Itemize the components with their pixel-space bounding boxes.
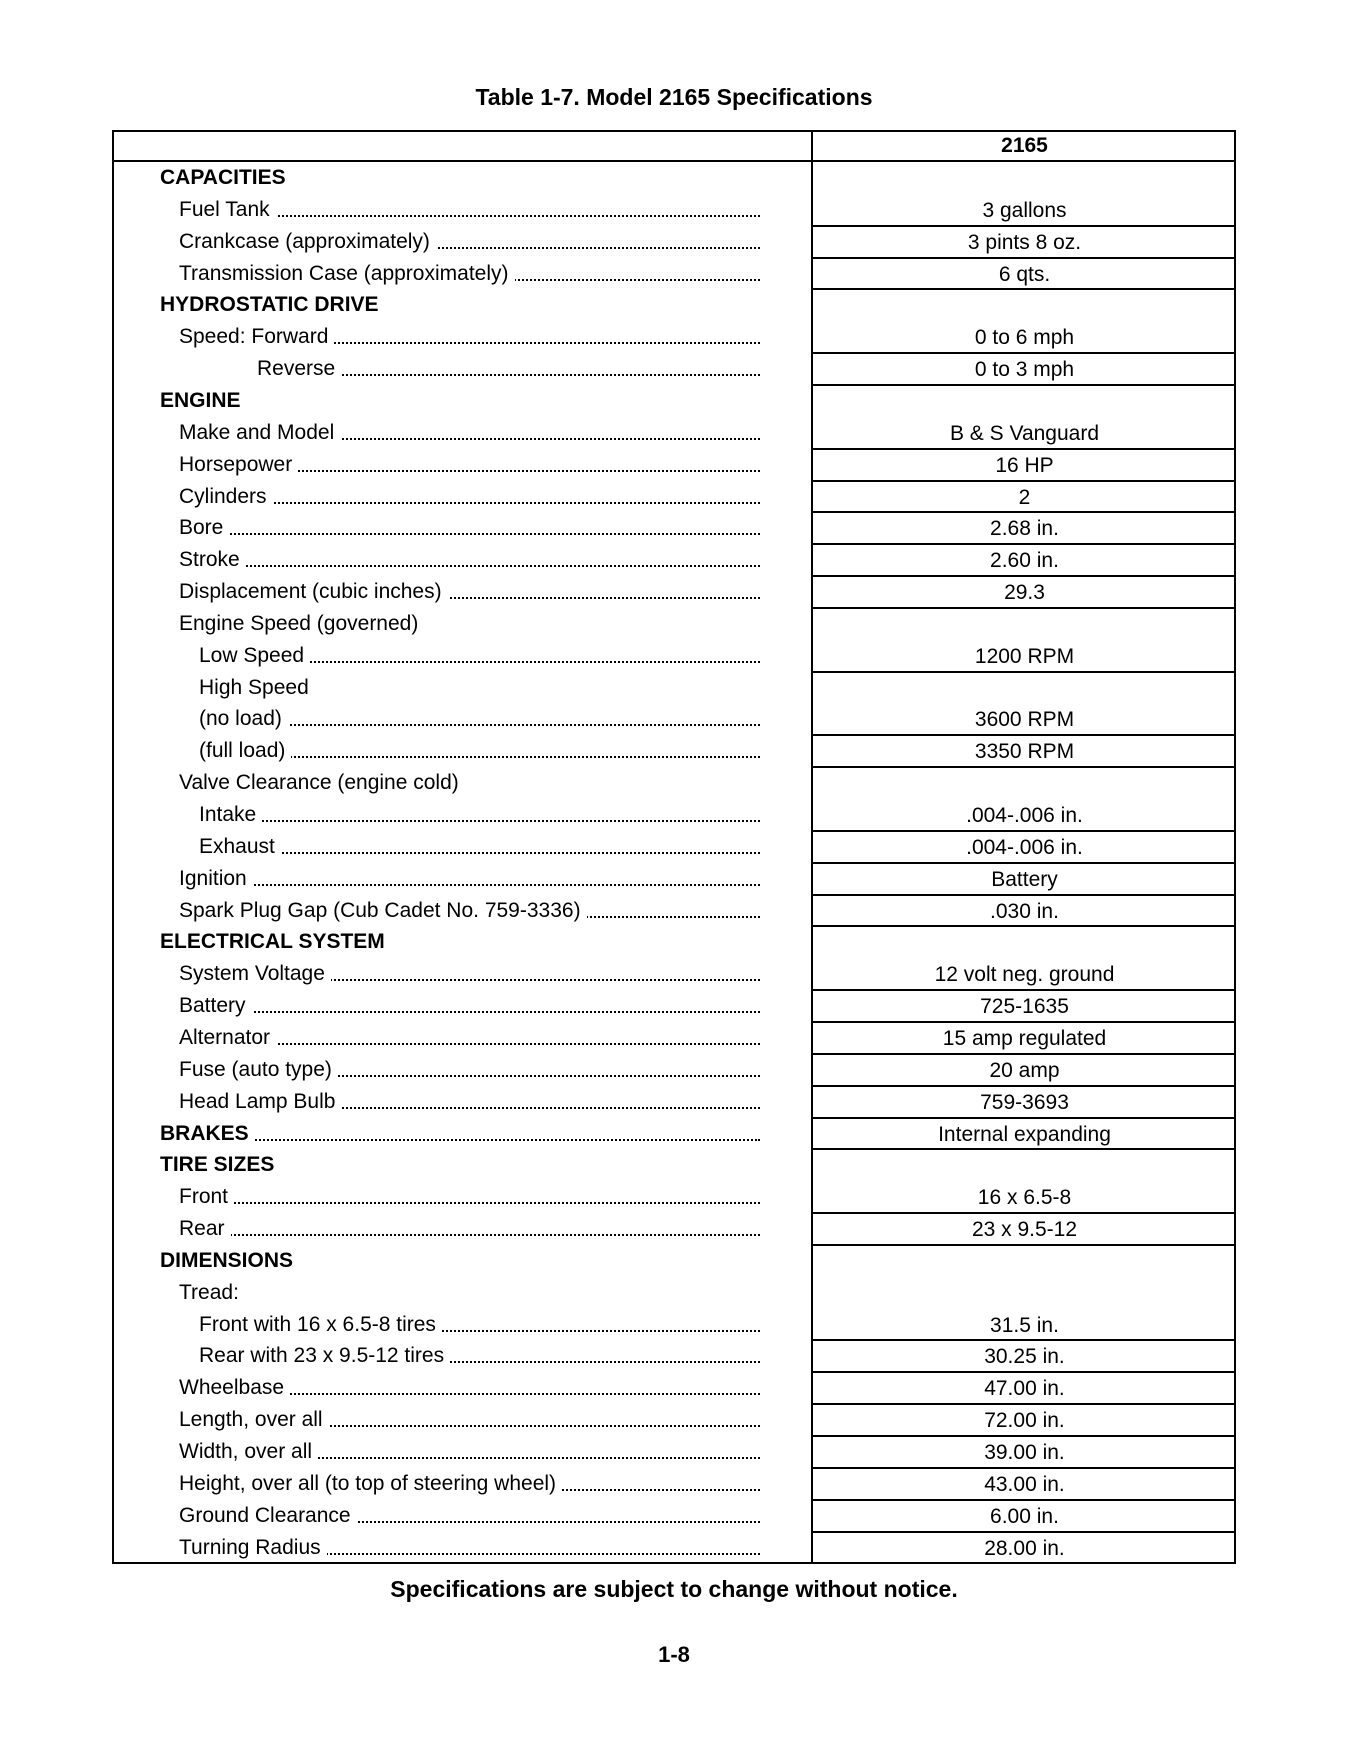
spec-label-text: Transmission Case (approximately)	[179, 262, 515, 285]
spec-label-text: BRAKES	[160, 1122, 255, 1145]
spec-label	[179, 1086, 760, 1118]
dot-leader	[179, 1234, 760, 1236]
spec-label-text: Head Lamp Bulb	[179, 1090, 341, 1113]
spec-label	[179, 449, 760, 481]
spec-label	[179, 258, 760, 290]
spec-row	[0, 576, 1361, 608]
spec-value: Internal expanding	[938, 1122, 1111, 1146]
spec-label	[199, 1309, 760, 1341]
spec-label	[179, 1213, 760, 1245]
spec-label	[179, 990, 760, 1022]
spec-label-text: Exhaust	[199, 835, 281, 858]
spec-label-text: ELECTRICAL SYSTEM	[160, 930, 391, 953]
spec-label	[179, 321, 760, 353]
spec-value: 20 amp	[989, 1058, 1060, 1082]
spec-value: 6.00 in.	[990, 1504, 1059, 1528]
spec-label-text: Tread:	[179, 1281, 245, 1304]
spec-label	[179, 608, 760, 640]
spec-row	[0, 735, 1361, 767]
spec-label-text: TIRE SIZES	[160, 1153, 280, 1176]
spec-section-row	[0, 162, 1361, 194]
spec-row	[0, 703, 1361, 735]
spec-label	[179, 481, 760, 513]
spec-row	[0, 958, 1361, 990]
spec-label	[179, 1181, 760, 1213]
section-heading	[160, 289, 760, 321]
spec-value: 3 gallons	[982, 198, 1067, 222]
spec-label-text: Intake	[199, 803, 262, 826]
spec-label-text: HYDROSTATIC DRIVE	[160, 293, 385, 316]
spec-label-text: Reverse	[257, 357, 341, 380]
spec-label	[179, 1532, 760, 1564]
spec-label	[199, 640, 760, 672]
spec-label-text: Height, over all (to top of steering wheel)	[179, 1472, 562, 1495]
spec-label-text: Rear with 23 x 9.5-12 tires	[199, 1344, 450, 1367]
spec-value: 725-1635	[980, 995, 1069, 1019]
spec-row	[0, 417, 1361, 449]
spec-row	[0, 481, 1361, 513]
spec-label	[179, 1022, 760, 1054]
spec-label-text: Valve Clearance (engine cold)	[179, 771, 465, 794]
spec-section-row	[0, 385, 1361, 417]
spec-row	[0, 1436, 1361, 1468]
spec-value: 3600 RPM	[974, 708, 1075, 732]
spec-row	[0, 449, 1361, 481]
dot-leader	[179, 1202, 760, 1204]
spec-value: 2	[1018, 485, 1031, 509]
spec-value: Battery	[991, 867, 1058, 891]
spec-label	[179, 1436, 760, 1468]
spec-label	[179, 1468, 760, 1500]
spec-label-text: Wheelbase	[179, 1376, 290, 1399]
spec-value: 28.00 in.	[984, 1536, 1065, 1560]
spec-value: 0 to 6 mph	[974, 326, 1075, 350]
spec-value: 47.00 in.	[984, 1377, 1065, 1401]
dot-leader	[179, 1011, 760, 1013]
spec-section-row	[0, 289, 1361, 321]
spec-row	[0, 608, 1361, 640]
spec-label	[257, 353, 760, 385]
spec-value: 30.25 in.	[984, 1345, 1065, 1369]
spec-value: 2.60 in.	[990, 549, 1059, 573]
spec-label-text: Front	[179, 1185, 234, 1208]
spec-value: 39.00 in.	[984, 1441, 1065, 1464]
section-heading	[160, 1245, 760, 1277]
spec-value: 29.3	[1004, 581, 1045, 605]
spec-value: 759-3693	[980, 1090, 1069, 1114]
section-heading	[160, 385, 760, 417]
spec-value: 2.68 in.	[990, 517, 1059, 541]
spec-label-text: Front with 16 x 6.5-8 tires	[199, 1313, 442, 1336]
spec-row	[0, 512, 1361, 544]
spec-label-text: Ground Clearance	[179, 1504, 357, 1527]
spec-label-text: Stroke	[179, 548, 246, 571]
dot-leader	[179, 565, 760, 567]
spec-value: 43.00 in.	[984, 1472, 1065, 1496]
spec-value: 15 amp regulated	[942, 1026, 1107, 1050]
spec-label	[179, 895, 760, 927]
spec-row	[0, 990, 1361, 1022]
section-heading	[160, 1149, 760, 1181]
spec-row	[0, 767, 1361, 799]
spec-section-row	[0, 1149, 1361, 1181]
spec-label	[179, 1500, 760, 1532]
spec-label-text: Make and Model	[179, 421, 340, 444]
spec-row	[0, 226, 1361, 258]
spec-value: .004-.006 in.	[966, 804, 1083, 827]
spec-label	[179, 1277, 760, 1309]
spec-row	[0, 863, 1361, 895]
spec-section-row	[0, 1245, 1361, 1277]
spec-row	[0, 1213, 1361, 1245]
spec-label-text: Ignition	[179, 867, 253, 890]
spec-label-text: Fuse (auto type)	[179, 1058, 338, 1081]
change-notice: Specifications are subject to change without notice.	[390, 1576, 958, 1602]
spec-row	[0, 1181, 1361, 1213]
spec-label	[179, 226, 760, 258]
spec-label	[179, 767, 760, 799]
spec-row	[0, 895, 1361, 927]
spec-label-text: Displacement (cubic inches)	[179, 580, 448, 603]
spec-label-text: Turning Radius	[179, 1536, 327, 1559]
spec-value: 16 x 6.5-8	[977, 1186, 1072, 1210]
spec-value: 0 to 3 mph	[974, 358, 1075, 382]
spec-label-text: Bore	[179, 516, 229, 539]
spec-label-text: Low Speed	[199, 644, 310, 667]
spec-row	[0, 799, 1361, 831]
spec-label-text: Width, over all	[179, 1440, 318, 1463]
spec-value: 72.00 in.	[984, 1409, 1065, 1433]
spec-label	[199, 735, 760, 767]
spec-row	[0, 831, 1361, 863]
spec-section-row	[0, 926, 1361, 958]
spec-label-text: Length, over all	[179, 1408, 329, 1431]
spec-label-text: Spark Plug Gap (Cub Cadet No. 759-3336)	[179, 899, 587, 922]
spec-value: .030 in.	[990, 899, 1059, 923]
spec-label-text: Horsepower	[179, 453, 298, 476]
spec-label-text: Cylinders	[179, 485, 273, 508]
spec-label	[199, 672, 760, 704]
spec-label-text: Fuel Tank	[179, 198, 276, 221]
spec-row	[0, 1404, 1361, 1436]
spec-row	[0, 1340, 1361, 1372]
spec-row	[0, 1309, 1361, 1341]
dot-leader	[179, 884, 760, 886]
spec-label-text: Alternator	[179, 1026, 276, 1049]
spec-row	[0, 640, 1361, 672]
spec-value: 1200 RPM	[974, 644, 1075, 668]
spec-row	[0, 1468, 1361, 1500]
spec-value: 3350 RPM	[974, 740, 1075, 764]
spec-label-text: Crankcase (approximately)	[179, 230, 436, 253]
spec-label-text: System Voltage	[179, 962, 331, 985]
spec-row	[0, 194, 1361, 226]
spec-label-text: ENGINE	[160, 389, 247, 412]
spec-row	[0, 321, 1361, 353]
spec-label-text: High Speed	[199, 676, 315, 699]
spec-label	[179, 417, 760, 449]
spec-label	[179, 863, 760, 895]
spec-row	[0, 672, 1361, 704]
page-number: 1-8	[658, 1642, 690, 1667]
spec-row	[0, 258, 1361, 290]
dot-leader	[199, 820, 760, 822]
spec-row	[0, 1277, 1361, 1309]
spec-label-text: Battery	[179, 994, 252, 1017]
spec-row	[0, 1500, 1361, 1532]
spec-label	[179, 544, 760, 576]
section-heading	[160, 1118, 760, 1150]
spec-row	[0, 1054, 1361, 1086]
spec-label-text: Rear	[179, 1217, 231, 1240]
spec-label	[179, 194, 760, 226]
spec-value: 31.5 in.	[990, 1313, 1059, 1337]
model-column-header: 2165	[1001, 134, 1048, 157]
section-heading	[160, 926, 760, 958]
spec-label-text: (no load)	[199, 707, 288, 730]
spec-row	[0, 1532, 1361, 1564]
spec-value: 6 qts.	[998, 262, 1051, 286]
spec-label	[179, 576, 760, 608]
spec-label	[199, 831, 760, 863]
spec-value: 16 HP	[995, 453, 1054, 477]
spec-section-row	[0, 1118, 1361, 1150]
table-title: Table 1-7. Model 2165 Specifications	[475, 84, 873, 110]
spec-value: B & S Vanguard	[949, 421, 1100, 445]
spec-value: 12 volt neg. ground	[934, 963, 1115, 987]
spec-row	[0, 1372, 1361, 1404]
spec-label	[179, 512, 760, 544]
spec-row	[0, 544, 1361, 576]
spec-label	[179, 958, 760, 990]
spec-label-text: DIMENSIONS	[160, 1249, 299, 1272]
spec-label-text: Speed: Forward	[179, 325, 334, 348]
spec-value: 3 pints 8 oz.	[967, 230, 1082, 254]
spec-label	[199, 799, 760, 831]
spec-value: .004-.006 in.	[966, 835, 1083, 859]
spec-label	[179, 1404, 760, 1436]
spec-label	[199, 703, 760, 735]
spec-label-text: (full load)	[199, 739, 291, 762]
dot-leader	[199, 852, 760, 854]
spec-row	[0, 353, 1361, 385]
spec-row	[0, 1086, 1361, 1118]
spec-label	[199, 1340, 760, 1372]
spec-value: 23 x 9.5-12	[971, 1218, 1078, 1242]
spec-label-text: Engine Speed (governed)	[179, 612, 424, 635]
spec-label-text: CAPACITIES	[160, 166, 292, 189]
dot-leader	[179, 533, 760, 535]
spec-label	[179, 1054, 760, 1086]
spec-label	[179, 1372, 760, 1404]
section-heading	[160, 162, 760, 194]
spec-row	[0, 1022, 1361, 1054]
